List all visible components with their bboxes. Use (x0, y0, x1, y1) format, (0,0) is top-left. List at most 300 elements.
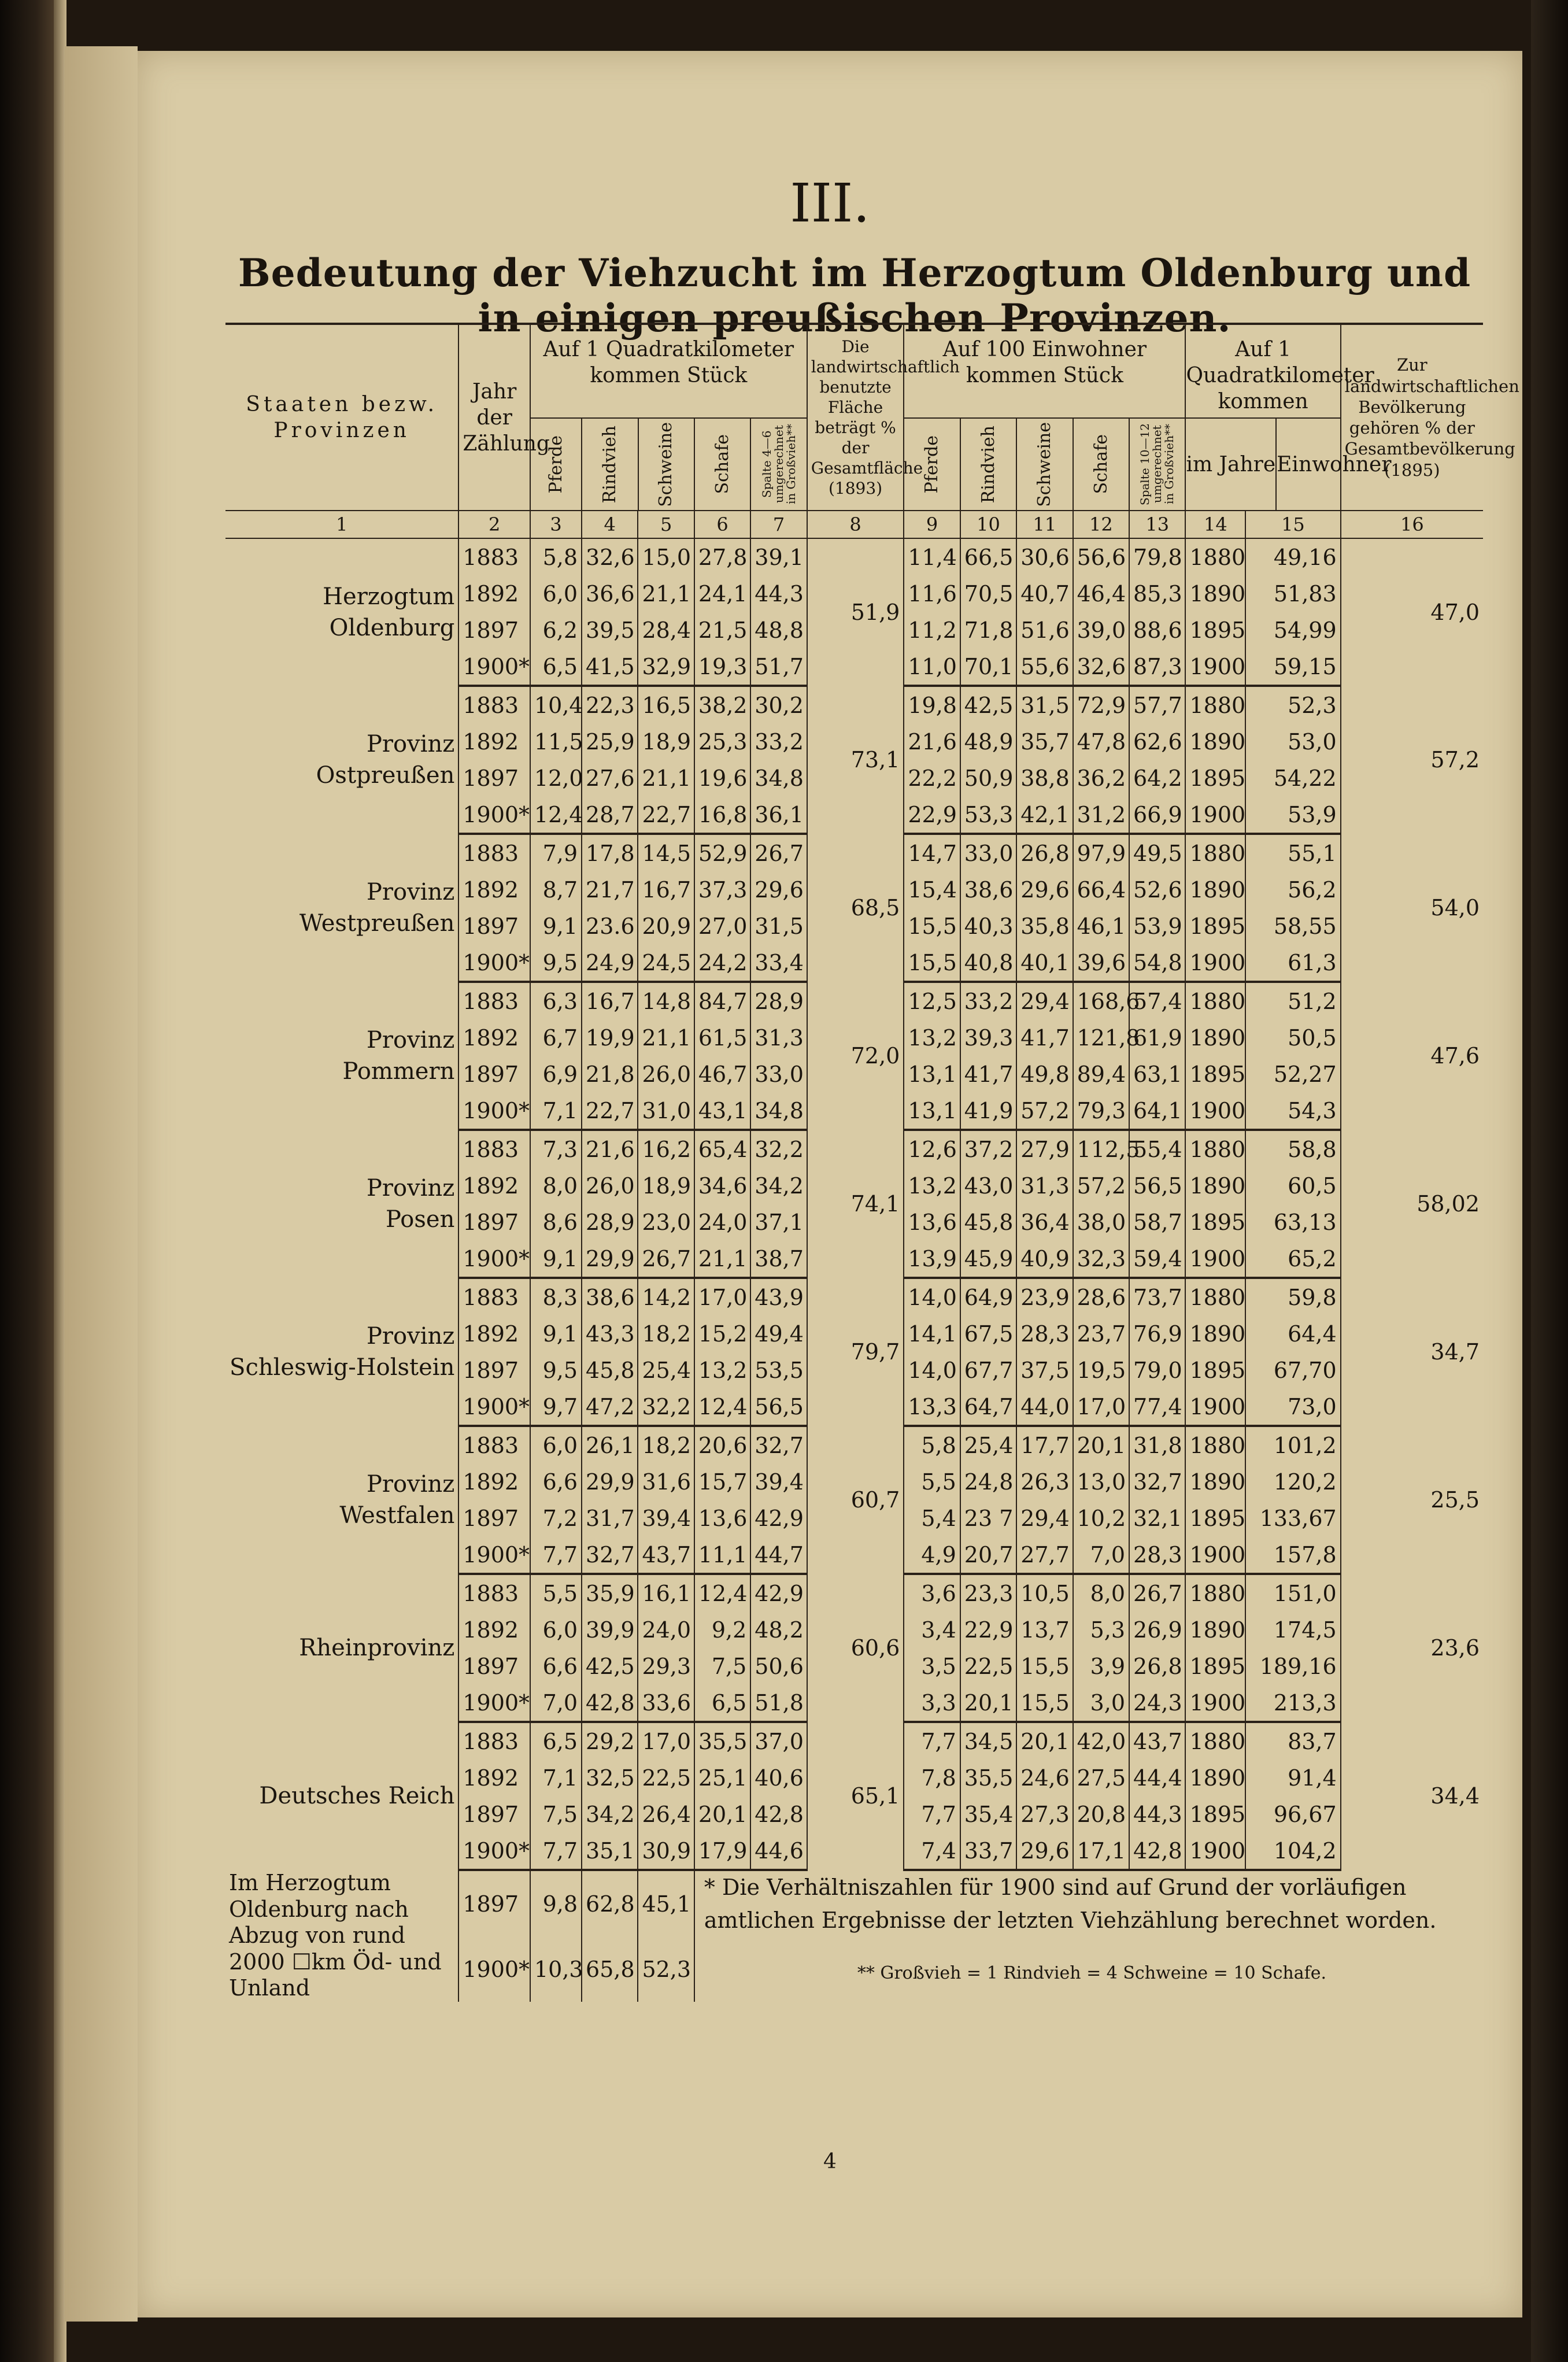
value-cell-c7: 37,1 (750, 1204, 807, 1240)
value-cell-c14: 1895 (1185, 1204, 1245, 1240)
year-cell: 1897 (458, 1352, 530, 1388)
value-cell-c7: 33,2 (750, 723, 807, 760)
value-cell-c7: 38,7 (750, 1240, 807, 1278)
value-cell-c4: 29,9 (582, 1240, 638, 1278)
column-number: 5 (638, 511, 694, 538)
value-cell-c14: 1880 (1185, 1722, 1245, 1760)
value-cell-c15: 49,16 (1245, 538, 1340, 575)
value-cell-c12: 10,2 (1073, 1500, 1129, 1536)
header-per-qkm-group (530, 324, 807, 511)
value-cell-c13: 49,5 (1129, 834, 1185, 871)
value-cell-c6: 65,4 (694, 1130, 750, 1167)
value-cell-c12: 5,3 (1073, 1611, 1129, 1648)
value-cell-c9: 7,7 (904, 1722, 960, 1760)
value-cell-c3: 10,4 (530, 686, 582, 723)
land-flaeche-cell: 74,1 (807, 1130, 904, 1278)
column-number: 2 (458, 511, 530, 538)
value-cell-c6: 43,1 (694, 1092, 750, 1130)
value-cell-c4: 38,6 (582, 1278, 638, 1315)
value-cell-c10: 25,4 (960, 1426, 1016, 1463)
value-cell-c14: 1890 (1185, 1463, 1245, 1500)
value-cell-c9: 15,4 (904, 871, 960, 908)
value-cell-c5: 31,6 (638, 1463, 694, 1500)
value-cell-c13: 79,8 (1129, 538, 1185, 575)
column-number: 1 (225, 511, 458, 538)
value-cell-c12: 8,0 (1073, 1574, 1129, 1611)
value-cell-c3: 11,5 (530, 723, 582, 760)
value-cell-c9: 14,0 (904, 1352, 960, 1388)
footnote-text: * Die Verhältniszahlen für 1900 sind auf Grund der vorläufigen amtlichen Ergebnisse der letzten Viehzählung berechnet worden. (704, 1875, 1437, 1933)
value-cell-c12: 97,9 (1073, 834, 1129, 871)
value-cell-c14: 1900 (1185, 796, 1245, 834)
header-einw-group (1185, 324, 1392, 511)
value-cell-c4: 21,8 (582, 1056, 638, 1092)
value-cell-c9: 19,8 (904, 686, 960, 723)
value-cell-c6: 27,8 (694, 538, 750, 575)
value-cell-c9: 22,9 (904, 796, 960, 834)
value-cell-c12: 57,2 (1073, 1167, 1129, 1204)
year-cell: 1892 (458, 1167, 530, 1204)
value-cell-c9: 14,7 (904, 834, 960, 871)
value-cell-c7: 49,4 (750, 1315, 807, 1352)
footer-value-c5: 52,3 (638, 1936, 694, 2002)
value-cell-c4: 41,5 (582, 648, 638, 686)
value-cell-c12: 31,2 (1073, 796, 1129, 834)
land-flaeche-cell: 79,7 (807, 1278, 904, 1426)
table-row (225, 834, 1483, 871)
value-cell-c14: 1890 (1185, 575, 1245, 612)
province-name-line1: Deutsches Reich (259, 1783, 455, 1809)
value-cell-c3: 7,9 (530, 834, 582, 871)
year-cell: 1900* (458, 1388, 530, 1426)
value-cell-c14: 1880 (1185, 1574, 1245, 1611)
value-cell-c11: 28,3 (1016, 1315, 1073, 1352)
value-cell-c10: 70,1 (960, 648, 1016, 686)
value-cell-c9: 13,9 (904, 1240, 960, 1278)
value-cell-c3: 7,3 (530, 1130, 582, 1167)
value-cell-c9: 21,6 (904, 723, 960, 760)
value-cell-c12: 112,5 (1073, 1130, 1129, 1167)
value-cell-c5: 18,9 (638, 1167, 694, 1204)
value-cell-c13: 64,2 (1129, 760, 1185, 796)
value-cell-c5: 14,5 (638, 834, 694, 871)
value-cell-c9: 4,9 (904, 1536, 960, 1574)
value-cell-c10: 24,8 (960, 1463, 1016, 1500)
value-cell-c11: 35,8 (1016, 908, 1073, 944)
value-cell-c9: 5,4 (904, 1500, 960, 1536)
value-cell-c11: 40,7 (1016, 575, 1073, 612)
value-cell-c12: 19,5 (1073, 1352, 1129, 1388)
document-page (138, 51, 1522, 2317)
value-cell-c5: 16,5 (638, 686, 694, 723)
value-cell-c13: 44,3 (1129, 1796, 1185, 1832)
value-cell-c7: 51,7 (750, 648, 807, 686)
value-cell-c6: 20,6 (694, 1426, 750, 1463)
value-cell-c13: 61,9 (1129, 1019, 1185, 1056)
value-cell-c9: 13,2 (904, 1167, 960, 1204)
value-cell-c4: 43,3 (582, 1315, 638, 1352)
value-cell-c12: 38,0 (1073, 1204, 1129, 1240)
value-cell-c3: 7,0 (530, 1684, 582, 1722)
value-cell-c14: 1880 (1185, 1278, 1245, 1315)
value-cell-c10: 39,3 (960, 1019, 1016, 1056)
value-cell-c6: 24,2 (694, 944, 750, 982)
year-cell: 1883 (458, 982, 530, 1019)
table-row (225, 686, 1483, 723)
value-cell-c13: 85,3 (1129, 575, 1185, 612)
table-row (225, 1130, 1483, 1167)
value-cell-c6: 25,1 (694, 1760, 750, 1796)
value-cell-c5: 14,8 (638, 982, 694, 1019)
province-name-line2: Ostpreußen (316, 762, 455, 789)
year-cell: 1892 (458, 1019, 530, 1056)
land-flaeche-cell: 60,6 (807, 1574, 904, 1722)
value-cell-c13: 62,6 (1129, 723, 1185, 760)
value-cell-c15: 60,5 (1245, 1167, 1340, 1204)
value-cell-c12: 17,0 (1073, 1388, 1129, 1426)
header-per-100: Auf 100 Einwohner kommen Stück (904, 325, 1185, 419)
value-cell-c14: 1900 (1185, 648, 1245, 686)
value-cell-c7: 42,9 (750, 1500, 807, 1536)
value-cell-c14: 1900 (1185, 1684, 1245, 1722)
column-number: 10 (960, 511, 1016, 538)
value-cell-c10: 37,2 (960, 1130, 1016, 1167)
value-cell-c11: 27,3 (1016, 1796, 1073, 1832)
value-cell-c6: 24,1 (694, 575, 750, 612)
year-cell: 1900* (458, 1536, 530, 1574)
value-cell-c13: 58,7 (1129, 1204, 1185, 1240)
land-flaeche-cell: 73,1 (807, 686, 904, 834)
land-flaeche-cell: 72,0 (807, 982, 904, 1130)
value-cell-c11: 31,3 (1016, 1167, 1073, 1204)
value-cell-c7: 48,8 (750, 612, 807, 648)
value-cell-c3: 6,3 (530, 982, 582, 1019)
value-cell-c6: 21,5 (694, 612, 750, 648)
value-cell-c12: 72,9 (1073, 686, 1129, 723)
landw-bev-cell: 25,5 (1341, 1426, 1483, 1574)
value-cell-c14: 1880 (1185, 538, 1245, 575)
column-number: 12 (1073, 511, 1129, 538)
column-number: 3 (530, 511, 582, 538)
value-cell-c7: 44,7 (750, 1536, 807, 1574)
section-number: III. (790, 172, 870, 234)
value-cell-c7: 30,2 (750, 686, 807, 723)
value-cell-c10: 50,9 (960, 760, 1016, 796)
value-cell-c11: 42,1 (1016, 796, 1073, 834)
year-cell: 1900* (458, 1684, 530, 1722)
value-cell-c4: 27,6 (582, 760, 638, 796)
province-name (225, 1278, 458, 1426)
value-cell-c4: 26,1 (582, 1426, 638, 1463)
value-cell-c9: 7,7 (904, 1796, 960, 1832)
value-cell-c11: 55,6 (1016, 648, 1073, 686)
column-number: 4 (582, 511, 638, 538)
value-cell-c12: 13,0 (1073, 1463, 1129, 1500)
value-cell-c7: 36,1 (750, 796, 807, 834)
header-schweine-2: Schweine (1034, 422, 1055, 507)
value-cell-c7: 28,9 (750, 982, 807, 1019)
value-cell-c5: 17,0 (638, 1722, 694, 1760)
value-cell-c15: 104,2 (1245, 1832, 1340, 1870)
value-cell-c5: 29,3 (638, 1648, 694, 1684)
value-cell-c15: 50,5 (1245, 1019, 1340, 1056)
value-cell-c5: 24,5 (638, 944, 694, 982)
value-cell-c14: 1895 (1185, 1352, 1245, 1388)
value-cell-c13: 55,4 (1129, 1130, 1185, 1167)
province-name (225, 982, 458, 1130)
value-cell-c10: 35,4 (960, 1796, 1016, 1832)
value-cell-c13: 26,9 (1129, 1611, 1185, 1648)
value-cell-c11: 27,9 (1016, 1130, 1073, 1167)
value-cell-c3: 9,5 (530, 1352, 582, 1388)
province-name-line2: Schleswig-Holstein (230, 1354, 455, 1381)
header-per-qkm: Auf 1 Quadratkilometer kommen Stück (531, 325, 807, 419)
province-name (225, 686, 458, 834)
value-cell-c5: 33,6 (638, 1684, 694, 1722)
year-cell: 1900* (458, 944, 530, 982)
value-cell-c11: 31,5 (1016, 686, 1073, 723)
value-cell-c10: 35,5 (960, 1760, 1016, 1796)
footnote-area (694, 1870, 1483, 2002)
value-cell-c14: 1900 (1185, 1536, 1245, 1574)
value-cell-c11: 41,7 (1016, 1019, 1073, 1056)
year-cell: 1892 (458, 1315, 530, 1352)
value-cell-c10: 42,5 (960, 686, 1016, 723)
value-cell-c4: 36,6 (582, 575, 638, 612)
value-cell-c15: 189,16 (1245, 1648, 1340, 1684)
value-cell-c15: 174,5 (1245, 1611, 1340, 1648)
value-cell-c4: 47,2 (582, 1388, 638, 1426)
year-cell: 1883 (458, 538, 530, 575)
year-cell: 1897 (458, 1648, 530, 1684)
value-cell-c13: 32,1 (1129, 1500, 1185, 1536)
year-cell: 1897 (458, 1500, 530, 1536)
value-cell-c13: 26,7 (1129, 1574, 1185, 1611)
value-cell-c14: 1895 (1185, 1500, 1245, 1536)
value-cell-c11: 40,9 (1016, 1240, 1073, 1278)
value-cell-c4: 29,2 (582, 1722, 638, 1760)
value-cell-c5: 25,4 (638, 1352, 694, 1388)
year-cell: 1892 (458, 1463, 530, 1500)
value-cell-c5: 18,2 (638, 1426, 694, 1463)
year-cell: 1883 (458, 1722, 530, 1760)
value-cell-c7: 50,6 (750, 1648, 807, 1684)
value-cell-c13: 52,6 (1129, 871, 1185, 908)
value-cell-c9: 13,3 (904, 1388, 960, 1426)
value-cell-c12: 66,4 (1073, 871, 1129, 908)
value-cell-c4: 35,9 (582, 1574, 638, 1611)
value-cell-c6: 17,9 (694, 1832, 750, 1870)
value-cell-c3: 9,1 (530, 908, 582, 944)
value-cell-c11: 29,6 (1016, 1832, 1073, 1870)
value-cell-c15: 133,67 (1245, 1500, 1340, 1536)
value-cell-c4: 45,8 (582, 1352, 638, 1388)
landw-bev-cell: 47,0 (1341, 538, 1483, 686)
value-cell-c9: 3,5 (904, 1648, 960, 1684)
value-cell-c9: 3,4 (904, 1611, 960, 1648)
value-cell-c9: 13,1 (904, 1056, 960, 1092)
value-cell-c12: 32,6 (1073, 648, 1129, 686)
province-name-line1: Provinz (367, 1175, 455, 1202)
value-cell-c9: 5,5 (904, 1463, 960, 1500)
value-cell-c5: 43,7 (638, 1536, 694, 1574)
header-per-qkm-subcols (531, 419, 807, 510)
value-cell-c3: 6,2 (530, 612, 582, 648)
province-name-line1: Provinz (367, 1027, 455, 1054)
value-cell-c10: 53,3 (960, 796, 1016, 834)
value-cell-c10: 22,5 (960, 1648, 1016, 1684)
value-cell-c14: 1895 (1185, 1056, 1245, 1092)
value-cell-c6: 20,1 (694, 1796, 750, 1832)
value-cell-c13: 57,4 (1129, 982, 1185, 1019)
header-einw-subcols (1186, 419, 1392, 510)
value-cell-c14: 1895 (1185, 1648, 1245, 1684)
province-name (225, 538, 458, 686)
value-cell-c5: 32,9 (638, 648, 694, 686)
value-cell-c3: 9,7 (530, 1388, 582, 1426)
value-cell-c10: 64,7 (960, 1388, 1016, 1426)
value-cell-c6: 27,0 (694, 908, 750, 944)
province-name (225, 1574, 458, 1722)
value-cell-c7: 39,1 (750, 538, 807, 575)
value-cell-c6: 16,8 (694, 796, 750, 834)
value-cell-c13: 64,1 (1129, 1092, 1185, 1130)
value-cell-c5: 15,0 (638, 538, 694, 575)
value-cell-c10: 41,7 (960, 1056, 1016, 1092)
value-cell-c13: 57,7 (1129, 686, 1185, 723)
header-pferde-2: Pferde (922, 435, 942, 494)
value-cell-c9: 11,6 (904, 575, 960, 612)
value-cell-c14: 1890 (1185, 1760, 1245, 1796)
province-name-line2: Oldenburg (329, 615, 455, 641)
column-number-row (225, 511, 1483, 538)
header-rindvieh: Rindvieh (600, 425, 620, 504)
table-row (225, 1574, 1483, 1611)
value-cell-c3: 9,1 (530, 1315, 582, 1352)
header-schafe-2: Schafe (1090, 434, 1111, 494)
header-spalte-4-6: Spalte 4—6 umgerechnet in Großvieh** (759, 424, 798, 505)
value-cell-c12: 28,6 (1073, 1278, 1129, 1315)
value-cell-c3: 6,9 (530, 1056, 582, 1092)
value-cell-c6: 84,7 (694, 982, 750, 1019)
value-cell-c6: 38,2 (694, 686, 750, 723)
header-im-jahre: im Jahre (1186, 419, 1277, 510)
value-cell-c6: 15,7 (694, 1463, 750, 1500)
value-cell-c12: 56,6 (1073, 538, 1129, 575)
value-cell-c5: 16,1 (638, 1574, 694, 1611)
value-cell-c3: 12,4 (530, 796, 582, 834)
value-cell-c4: 34,2 (582, 1796, 638, 1832)
value-cell-c10: 23,3 (960, 1574, 1016, 1611)
value-cell-c14: 1880 (1185, 686, 1245, 723)
footer-value-c5: 45,1 (638, 1870, 694, 1936)
value-cell-c9: 7,8 (904, 1760, 960, 1796)
value-cell-c6: 37,3 (694, 871, 750, 908)
value-cell-c10: 34,5 (960, 1722, 1016, 1760)
value-cell-c3: 8,3 (530, 1278, 582, 1315)
value-cell-c7: 42,8 (750, 1796, 807, 1832)
year-cell: 1883 (458, 834, 530, 871)
value-cell-c4: 21,7 (582, 871, 638, 908)
header-per-100-group (904, 324, 1185, 511)
page-title: Bedeutung der Viehzucht im Herzogtum Oldenburg und in einigen preußischen Provinzen. (238, 250, 1471, 341)
value-cell-c5: 22,7 (638, 796, 694, 834)
value-cell-c15: 54,3 (1245, 1092, 1340, 1130)
value-cell-c14: 1900 (1185, 1832, 1245, 1870)
value-cell-c4: 39,9 (582, 1611, 638, 1648)
value-cell-c10: 45,8 (960, 1204, 1016, 1240)
value-cell-c7: 31,3 (750, 1019, 807, 1056)
value-cell-c11: 30,6 (1016, 538, 1073, 575)
year-cell: 1897 (458, 760, 530, 796)
value-cell-c7: 43,9 (750, 1278, 807, 1315)
value-cell-c15: 54,99 (1245, 612, 1340, 648)
value-cell-c4: 22,3 (582, 686, 638, 723)
value-cell-c14: 1880 (1185, 1426, 1245, 1463)
value-cell-c13: 26,8 (1129, 1648, 1185, 1684)
value-cell-c14: 1900 (1185, 1092, 1245, 1130)
value-cell-c7: 42,9 (750, 1574, 807, 1611)
province-name (225, 834, 458, 982)
value-cell-c14: 1890 (1185, 871, 1245, 908)
column-number: 7 (750, 511, 807, 538)
value-cell-c5: 22,5 (638, 1760, 694, 1796)
province-name (225, 1130, 458, 1278)
value-cell-c13: 56,5 (1129, 1167, 1185, 1204)
value-cell-c10: 70,5 (960, 575, 1016, 612)
landw-bev-cell: 57,2 (1341, 686, 1483, 834)
page-number: 4 (823, 2150, 837, 2174)
value-cell-c7: 51,8 (750, 1684, 807, 1722)
header-row (225, 324, 1483, 511)
value-cell-c13: 53,9 (1129, 908, 1185, 944)
header-pferde: Pferde (545, 435, 566, 494)
value-cell-c13: 73,7 (1129, 1278, 1185, 1315)
value-cell-c6: 35,5 (694, 1722, 750, 1760)
value-cell-c4: 21,6 (582, 1130, 638, 1167)
value-cell-c13: 54,8 (1129, 944, 1185, 982)
value-cell-c11: 40,1 (1016, 944, 1073, 982)
value-cell-c10: 33,7 (960, 1832, 1016, 1870)
value-cell-c3: 6,6 (530, 1648, 582, 1684)
value-cell-c14: 1890 (1185, 1019, 1245, 1056)
value-cell-c3: 7,5 (530, 1796, 582, 1832)
livestock-table (225, 323, 1519, 2002)
value-cell-c12: 46,4 (1073, 575, 1129, 612)
year-cell: 1897 (458, 612, 530, 648)
value-cell-c7: 32,7 (750, 1426, 807, 1463)
value-cell-c10: 33,0 (960, 834, 1016, 871)
value-cell-c7: 37,0 (750, 1722, 807, 1760)
footer-value-c3: 9,8 (530, 1870, 582, 1936)
value-cell-c12: 42,0 (1073, 1722, 1129, 1760)
header-schweine: Schweine (656, 422, 676, 507)
header-landw-bev: Zur landwirtschaftlichen Bevölkerung gehören % der Gesamtbevölkerung (1895) (1341, 324, 1483, 511)
value-cell-c13: 77,4 (1129, 1388, 1185, 1426)
value-cell-c9: 7,4 (904, 1832, 960, 1870)
value-cell-c13: 42,8 (1129, 1832, 1185, 1870)
value-cell-c5: 18,2 (638, 1315, 694, 1352)
value-cell-c11: 27,7 (1016, 1536, 1073, 1574)
land-flaeche-cell: 60,7 (807, 1426, 904, 1574)
value-cell-c5: 26,7 (638, 1240, 694, 1278)
value-cell-c6: 25,3 (694, 723, 750, 760)
value-cell-c13: 44,4 (1129, 1760, 1185, 1796)
column-number: 11 (1016, 511, 1073, 538)
value-cell-c4: 19,9 (582, 1019, 638, 1056)
value-cell-c3: 6,6 (530, 1463, 582, 1500)
value-cell-c6: 12,4 (694, 1574, 750, 1611)
